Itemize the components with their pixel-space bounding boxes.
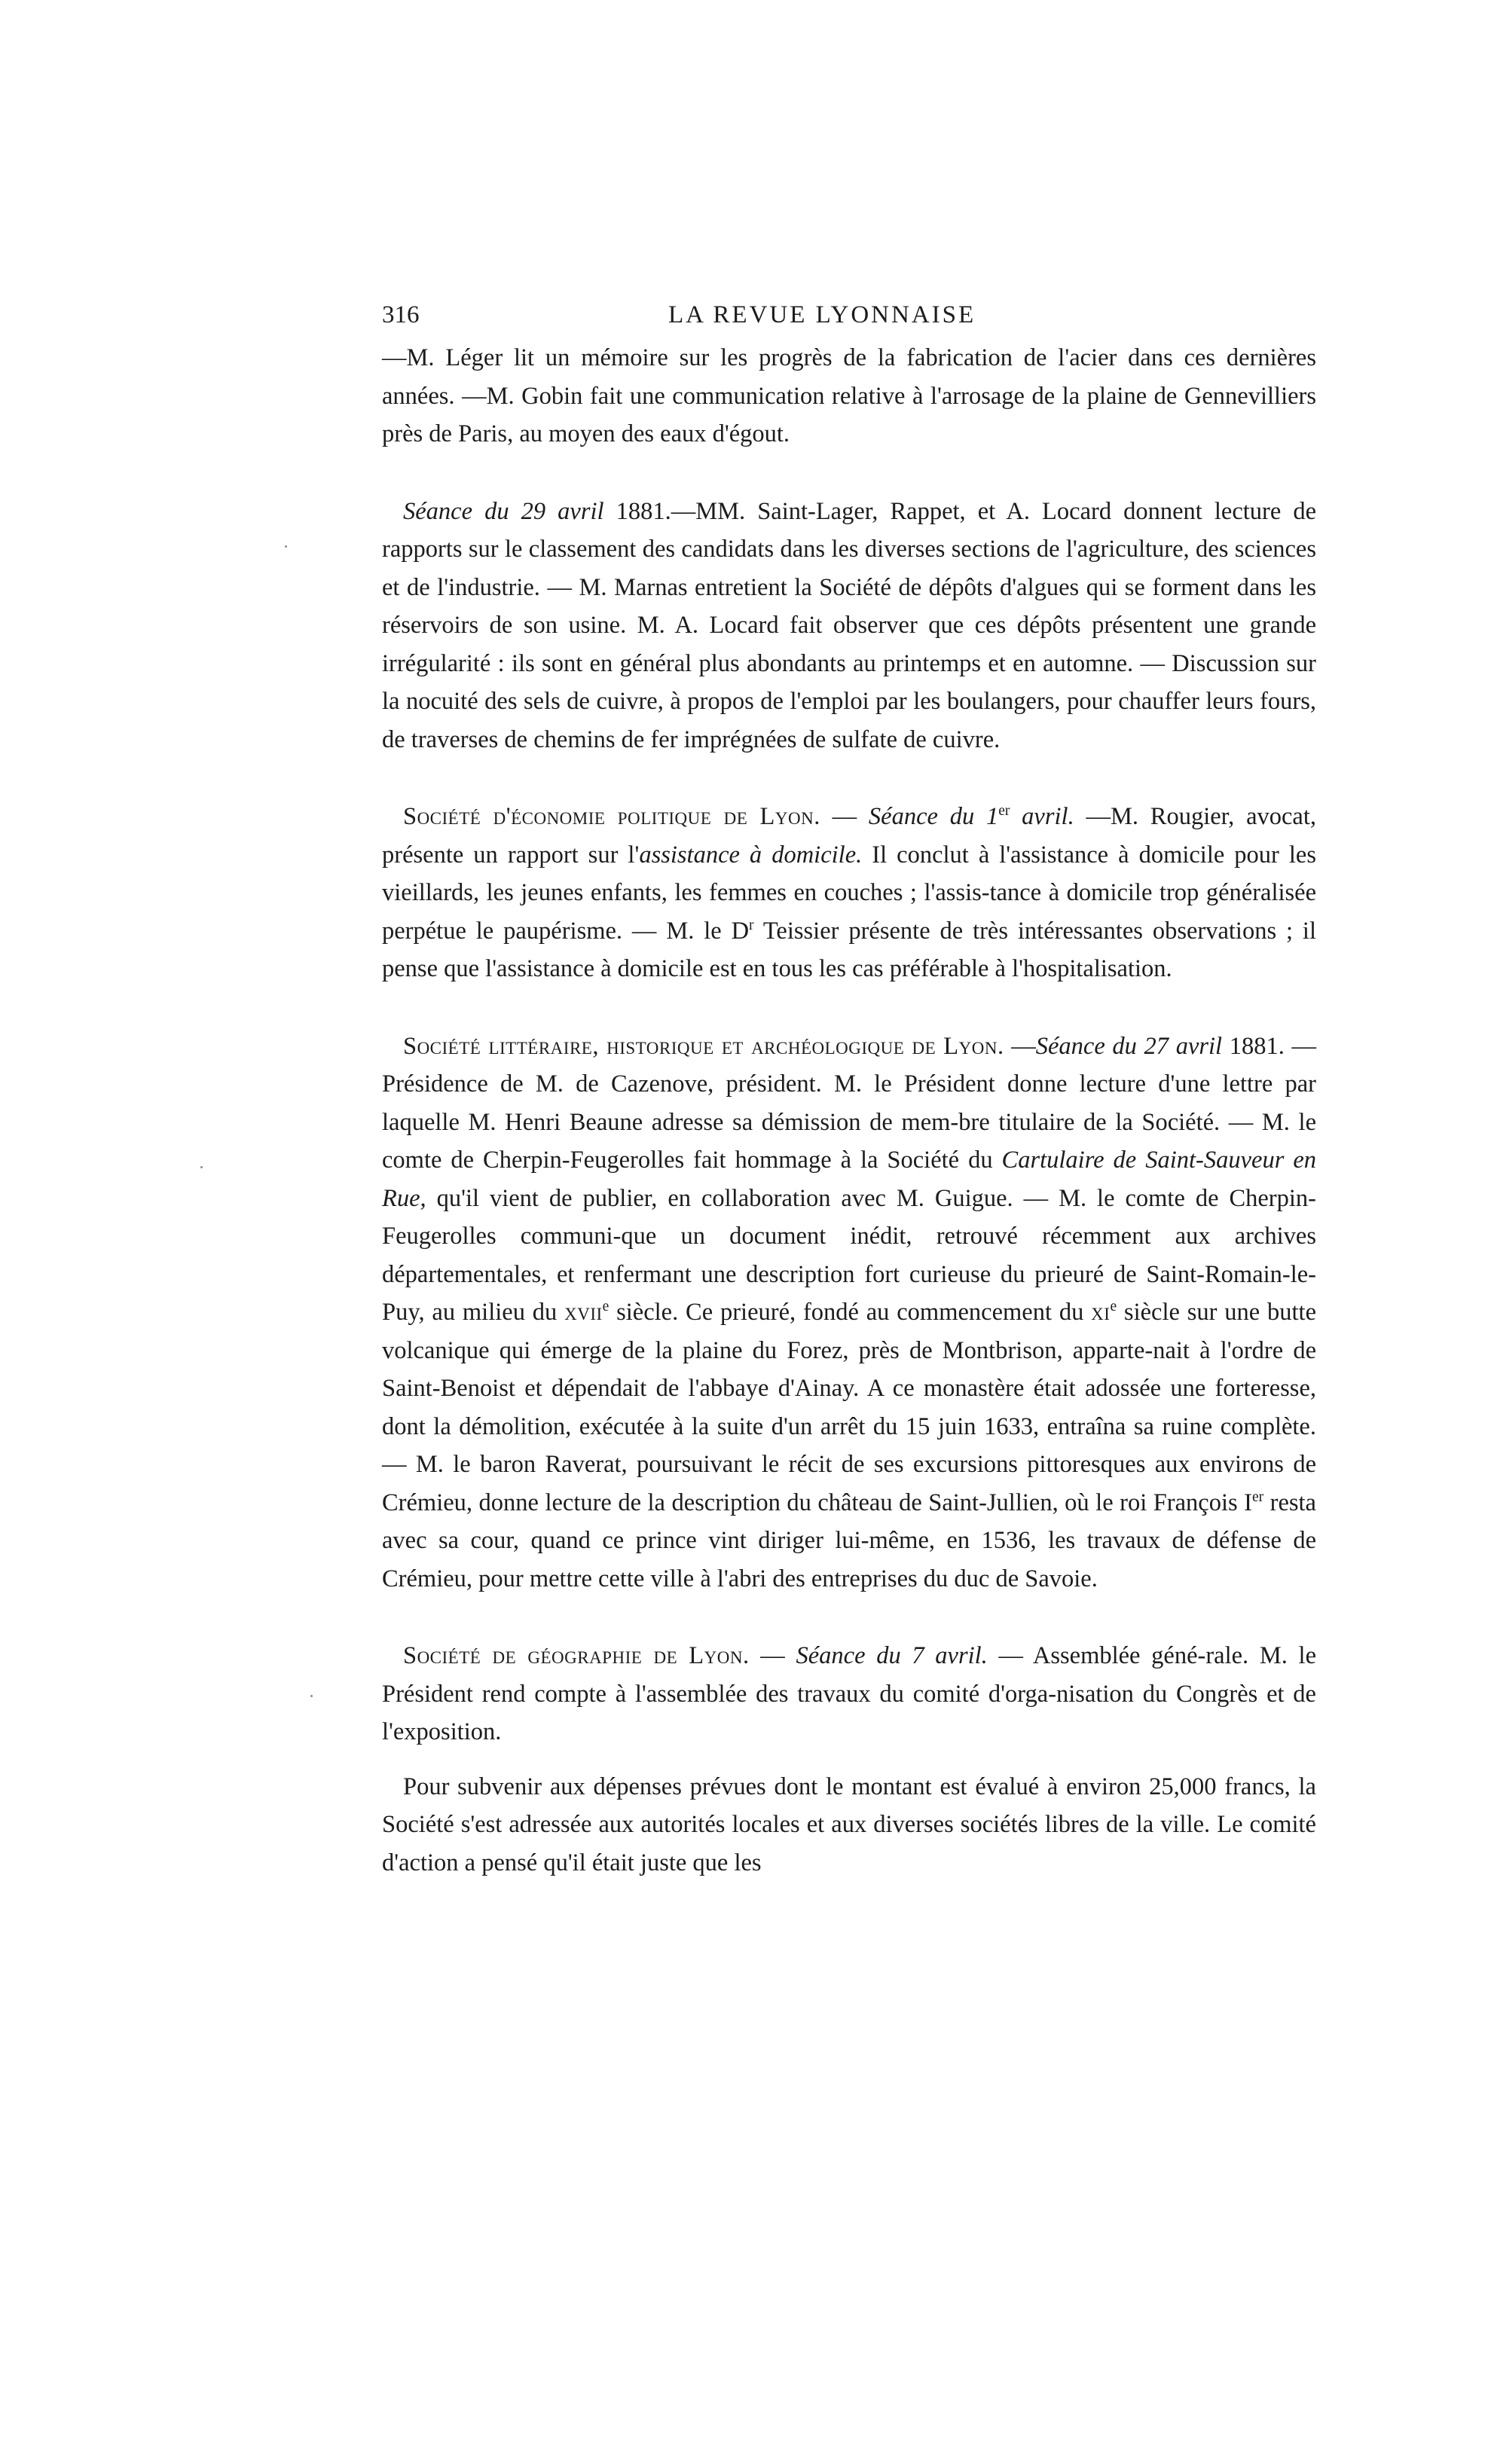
small-caps-text: Société de géographie de Lyon. xyxy=(403,1642,750,1669)
text-run: resta avec sa cour, quand ce prince vint diriger lui-même, en 1536, les travaux de défense de Crémieu, pour mettre cette ville à l'abri des entreprises du duc de Savoie. xyxy=(382,1488,1316,1592)
paper-speck xyxy=(200,1166,203,1168)
italic-text: Séance du 27 avril xyxy=(1035,1032,1223,1060)
text-run: Teissier présente de très intéressantes observations ; il pense que l'assistance à domicile est en tous les cas préférable à l'hospitalisation. xyxy=(382,917,1316,982)
paragraph-societe-litteraire xyxy=(382,1027,1316,1598)
text-run: 1881. — Présidence de M. de Cazenove, président. M. le Président donne lecture d'une lettre par laquelle M. Henri Beaune adresse sa démission de mem-bre titulaire de la Société. — M. le comte de Cherpin-Feugerolles fait hommage à la Société du xyxy=(382,1032,1316,1174)
small-caps-text: Société littéraire, historique et archéologique de Lyon. xyxy=(403,1032,1004,1060)
italic-text: 29 avril xyxy=(521,497,604,525)
small-caps-text: xi xyxy=(1091,1299,1111,1326)
body-text xyxy=(382,339,1316,1882)
paragraph-societe-geographie xyxy=(382,1637,1316,1751)
italic-text: Séance du xyxy=(403,497,509,525)
superscript: e xyxy=(602,1299,610,1315)
text-run: — xyxy=(820,803,869,830)
paper-speck xyxy=(285,545,287,548)
text-run: qu'il vient de publier, en collaboration avec M. Guigue. — M. le comte de Cherpin-Feugerolles communi-que un document inédit, retrouvé récemment aux archives départementales, et renfermant une description fort curieuse du prieuré de Saint-Romain-le-Puy, au milieu du xyxy=(382,1184,1316,1326)
paragraph-seance-29-avril xyxy=(382,493,1316,759)
small-caps-text: xvii xyxy=(564,1299,603,1326)
text-run: siècle. Ce prieuré, fondé au commencement du xyxy=(609,1299,1092,1326)
superscript: er xyxy=(998,803,1010,820)
text-run: — xyxy=(749,1642,796,1669)
small-caps-text: Société d'économie politique de Lyon. xyxy=(403,803,820,830)
italic-text: assistance à domicile. xyxy=(639,841,863,869)
page-number: 316 xyxy=(382,301,420,328)
paper-speck xyxy=(310,1695,313,1697)
text-run: — Assemblée géné-rale. M. le Président rend compte à l'assemblée des travaux du comité d'orga-nisation du Congrès et de l'exposition. xyxy=(382,1642,1316,1745)
paragraph-leger-gobin xyxy=(382,339,1316,453)
journal-title: LA REVUE LYONNAISE xyxy=(668,301,976,328)
italic-text: Cartulaire de Saint-Sauveur en Rue, xyxy=(382,1147,1316,1212)
page xyxy=(382,301,1316,1882)
superscript: er xyxy=(1251,1488,1264,1505)
paragraph-societe-economie-politique xyxy=(382,798,1316,988)
italic-text: avril. xyxy=(1010,803,1074,830)
text-run: siècle sur une butte volcanique qui émerge de la plaine du Forez, près de Montbrison, apparte-nait à l'ordre de Saint-Benoist et dépendait de l'abbaye d'Ainay. A ce monastère était adossée une forteresse, dont la démolition, exécutée à la suite d'un arrêt du 15 juin 1633, entraîna sa ruine complète. — M. le baron Raverat, poursuivant le récit de ses excursions pittoresques aux environs de Crémieu, donne lecture de la description du château de Saint-Jullien, où le roi François I xyxy=(382,1299,1316,1516)
text-run: —M. Rougier, avocat, présente un rapport sur l' xyxy=(382,803,1317,869)
italic-text: Séance du 7 avril. xyxy=(796,1642,988,1669)
italic-text: Séance du 1 xyxy=(868,803,999,830)
superscript: e xyxy=(1110,1299,1117,1315)
running-head xyxy=(382,301,1316,339)
text-run xyxy=(509,498,521,525)
superscript: r xyxy=(749,917,754,933)
text-run: Il conclut à l'assistance à domicile pour les vieillards, les jeunes enfants, les femmes en couches ; l'assis-tance à domicile trop généralisée perpétue le paupérisme. — M. le D xyxy=(382,841,1317,945)
text-run: — xyxy=(1004,1032,1036,1060)
paragraph-depenses xyxy=(382,1768,1316,1882)
text-run: —M. Léger lit un mémoire sur les progrès de la fabrication de l'acier dans ces dernières années. —M. Gobin fait une communication relative à l'arrosage de la plaine de Gennevilliers près de Paris, au moyen des eaux d'égout. xyxy=(382,344,1316,447)
text-run: Pour subvenir aux dépenses prévues dont le montant est évalué à environ 25,000 francs, la Société s'est adressée aux autorités locales et aux diverses sociétés libres de la ville. Le comité d'action a pensé qu'il était juste que les xyxy=(382,1772,1316,1876)
text-run: 1881.—MM. Saint-Lager, Rappet, et A. Locard donnent lecture de rapports sur le classement des candidats dans les diverses sections de l'agriculture, des sciences et de l'industrie. — M. Marnas entretient la Société de dépôts d'algues qui se forment dans les réservoirs de son usine. M. A. Locard fait observer que ces dépôts présentent une grande irrégularité : ils sont en général plus abondants au printemps et en automne. — Discussion sur la nocuité des sels de cuivre, à propos de l'emploi par les boulangers, pour chauffer leurs fours, de traverses de chemins de fer imprégnées de sulfate de cuivre. xyxy=(382,497,1316,753)
